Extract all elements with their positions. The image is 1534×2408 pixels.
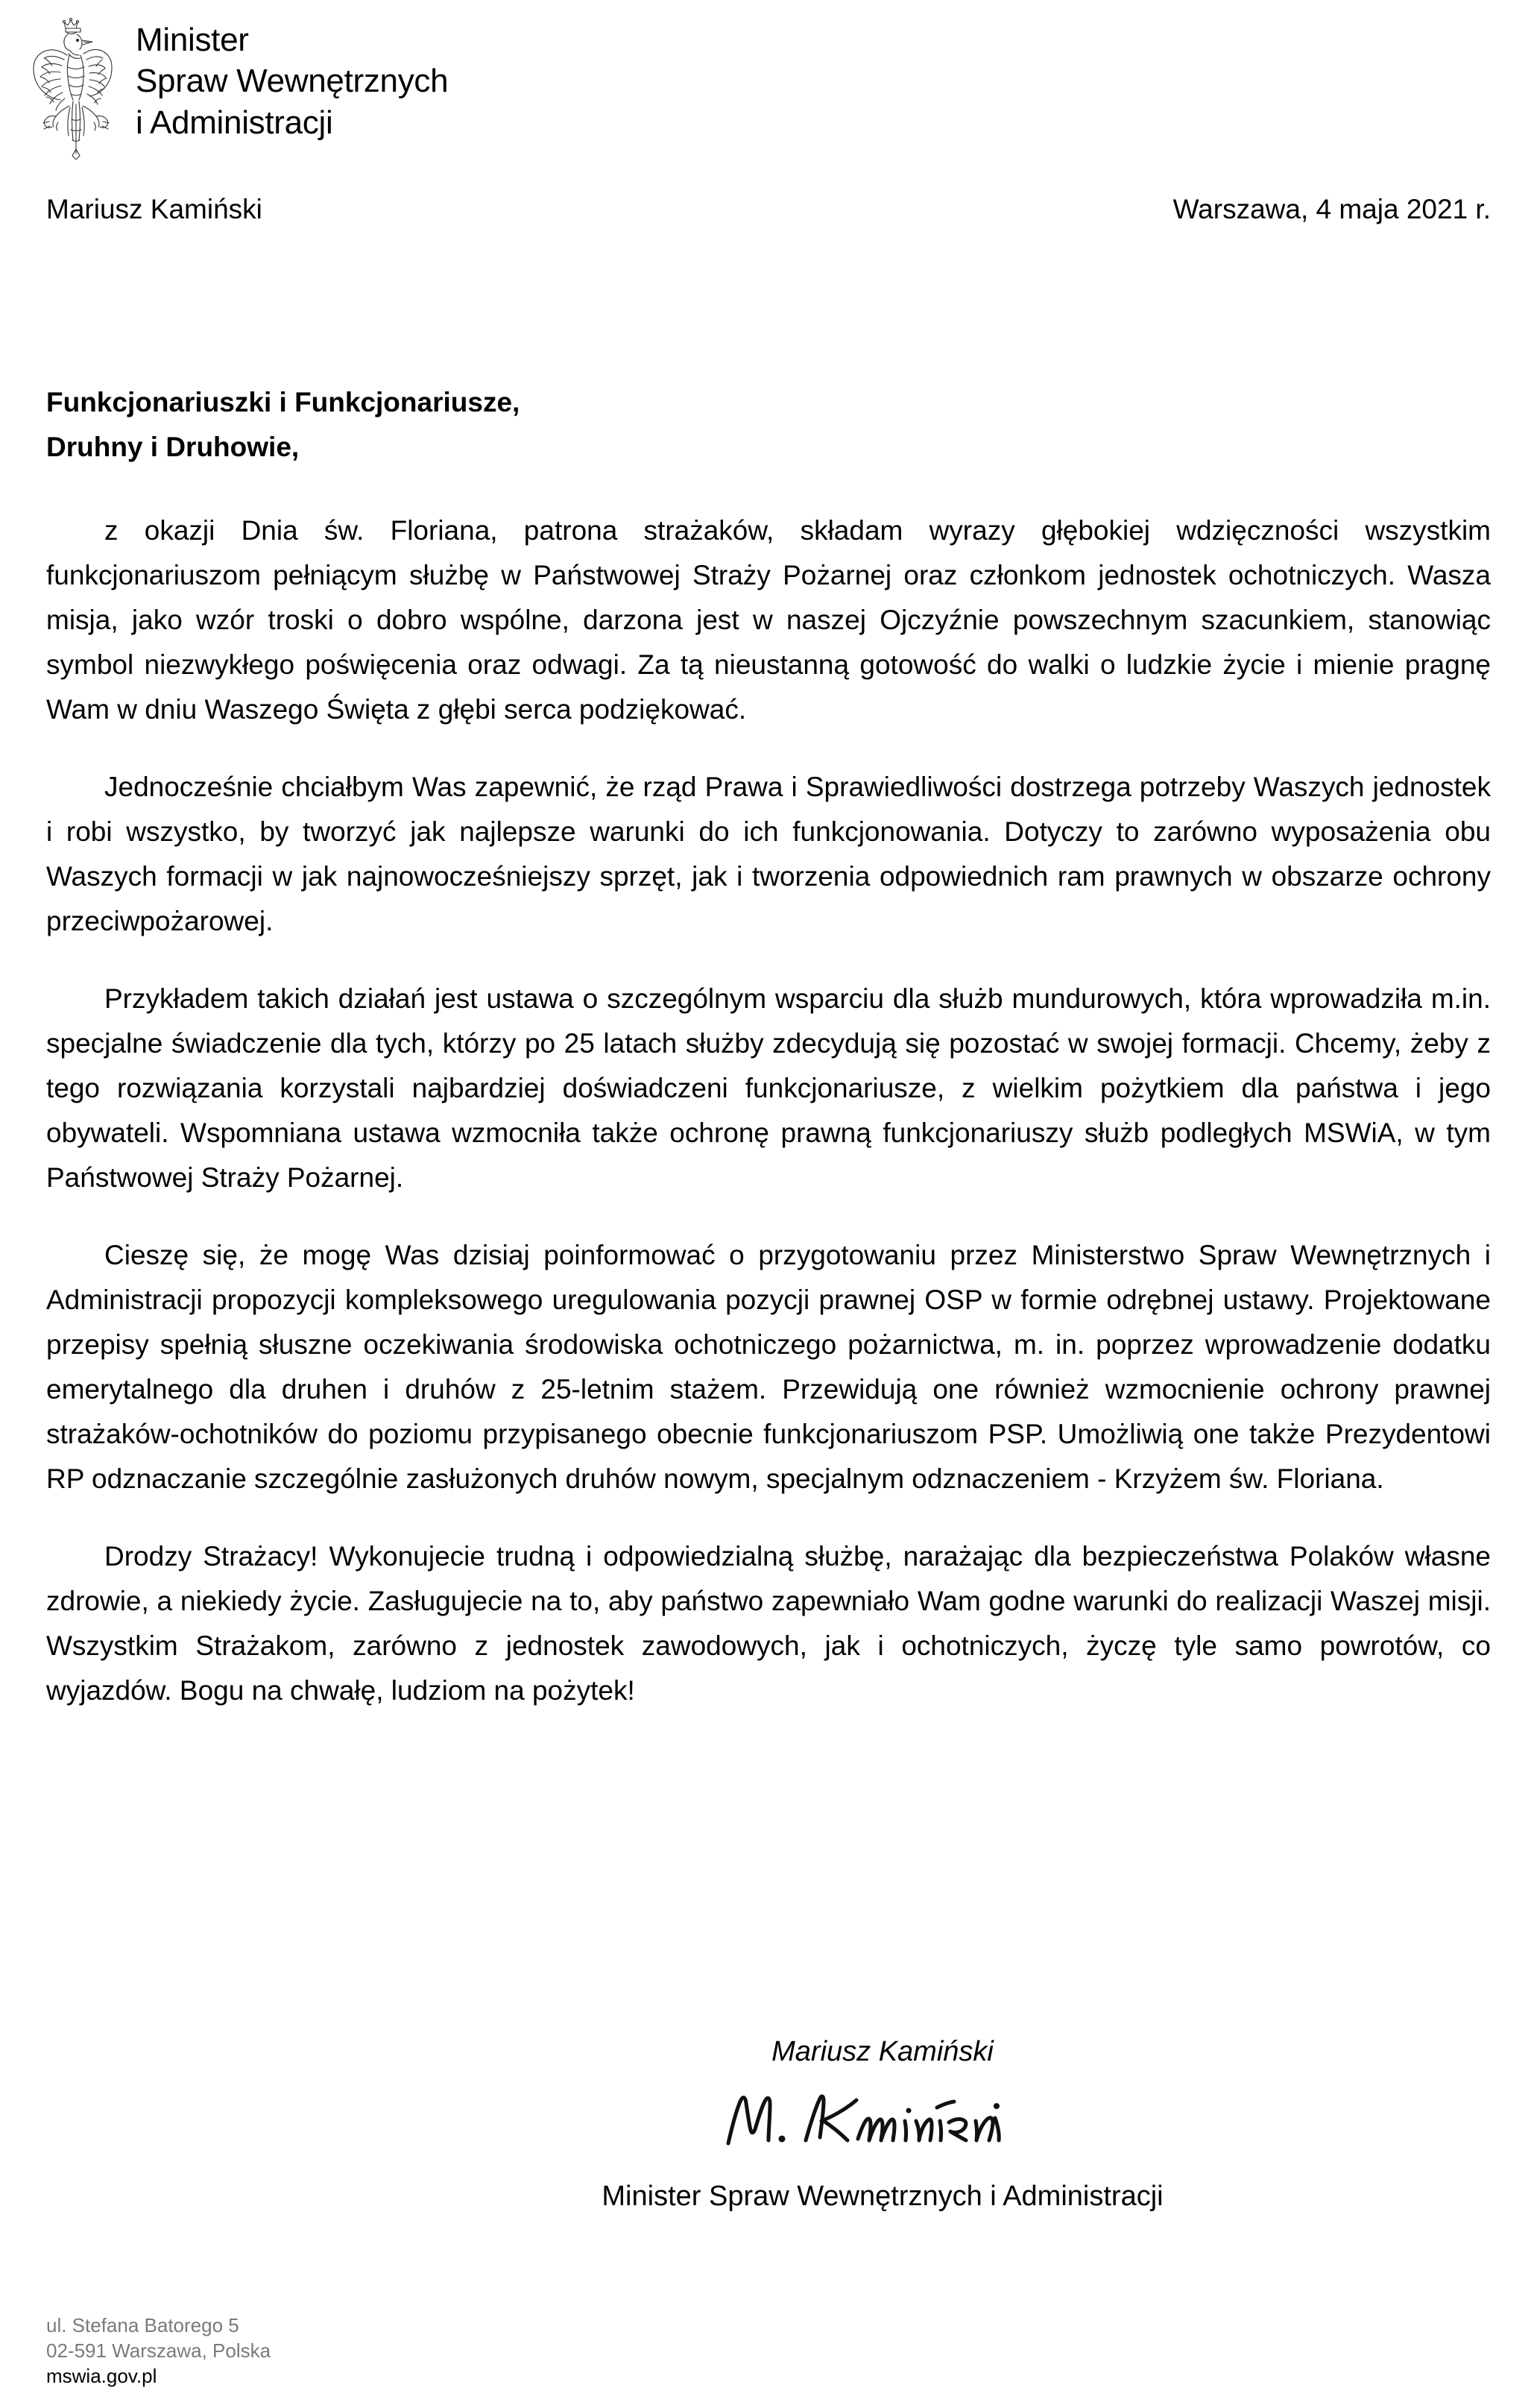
footer [46,2313,271,2389]
handwritten-signature-icon [239,2086,1527,2155]
polish-eagle-emblem-icon [27,10,113,160]
paragraph-5: Drodzy Strażacy! Wykonujecie trudną i odpowiedzialną służbę, narażając dla bezpieczeństwa Polaków własne zdrowie, a niekiedy życie. Zasługujecie na to, aby państwo zapewniało Wam godne warunki do realizacji Waszej misji. Wszystkim Strażakom, zarówno z jednostek zawodowych, jak i ochotniczych, życzę tyle samo powrotów, co wyjazdów. Bogu na chwałę, ludziom na pożytek! [46,1541,1491,1706]
paragraph-2: Jednocześnie chciałbym Was zapewnić, że rząd Prawa i Sprawiedliwości dostrzega potrzeby Waszych jednostek i robi wszystko, by tworzyć jak najlepsze warunki do ich funkcjonowania. Dotyczy to zarówno wyposażenia obu Waszych formacji w jak najnowocześniejszy sprzęt, jak i tworzenia odpowiednich ram prawnych w obszarze ochrony przeciwpożarowej. [46,772,1491,936]
signature-name: Mariusz Kamiński [771,2036,994,2067]
spacer-1 [46,732,1491,765]
footer-website[interactable]: mswia.gov.pl [46,2365,157,2387]
letterhead-line-2: Spraw Wewnętrznych [136,63,449,100]
letterhead-line-3: i Administracji [136,104,333,141]
letterhead-title [136,10,448,143]
letterhead-line-1: Minister [136,22,249,58]
place-and-date: Warszawa, 4 maja 2021 r. [1172,194,1491,224]
spacer-3 [46,1200,1491,1233]
paragraph-1: z okazji Dnia św. Floriana, patrona strażaków, składam wyrazy głębokiej wdzięczności wszystkim funkcjonariuszom pełniącym służbę w Państwowej Straży Pożarnej oraz członkom jednostek ochotniczych. Wasza misja, jako wzór troski o dobro wspólne, darzona jest w naszej Ojczyźnie powszechnym szacunkiem, stanowiąc symbol niezwykłego poświęcenia oraz odwagi. Za tą nieustanną gotowość do walki o ludzkie życie i mienie pragnę Wam w dniu Waszego Święta z głębi serca podziękować. [46,515,1491,725]
meta-row [46,195,1491,223]
salutation-line-2: Druhny i Druhowie, [46,432,300,462]
spacer-4 [46,1501,1491,1534]
letter-body [46,380,1491,1713]
footer-street: ul. Stefana Batorego 5 [46,2314,239,2336]
footer-city: 02-591 Warszawa, Polska [46,2339,271,2362]
spacer-after-salutation [46,470,1491,508]
paragraph-4: Cieszę się, że mogę Was dzisiaj poinformować o przygotowaniu przez Ministerstwo Spraw Wewnętrznych i Administracji propozycji kompleksowego uregulowania pozycji prawnej OSP w formie odrębnej ustawy. Projektowane przepisy spełnią słuszne oczekiwania środowiska ochotniczego pożarnictwa, m. in. poprzez wprowadzenie dodatku emerytalnego dla druhen i druhów z 25-letnim stażem. Przewidują one również wzmocnienie ochrony prawnej strażaków-ochotników do poziomu przypisanego obecnie funkcjonariuszom PSP. Umożliwią one także Prezydentowi RP odznaczanie szczególnie zasłużonych druhów nowym, specjalnym odznaczeniem - Krzyżem św. Floriana. [46,1240,1491,1494]
paragraph-3: Przykładem takich działań jest ustawa o szczególnym wsparciu dla służb mundurowych, która wprowadziła m.in. specjalne świadczenie dla tych, którzy po 25 latach służby zdecydują się pozostać w swojej formacji. Chcemy, żeby z tego rozwiązania korzystali najbardziej doświadczeni funkcjonariusze, z wielkim pożytkiem dla państwa i jego obywateli. Wspomniana ustawa wzmocniła także ochronę prawną funkcjonariuszy służb podległych MSWiA, w tym Państwowej Straży Pożarnej. [46,983,1491,1193]
letterhead [27,10,448,160]
sender-name: Mariusz Kamiński [46,194,262,224]
signature-block [0,2035,1534,2213]
salutation-line-1: Funkcjonariuszki i Funkcjonariusze, [46,387,520,417]
spacer-2 [46,944,1491,977]
salutation [46,380,1491,470]
signature-title: Minister Spraw Wewnętrznych i Administracji [602,2180,1164,2212]
